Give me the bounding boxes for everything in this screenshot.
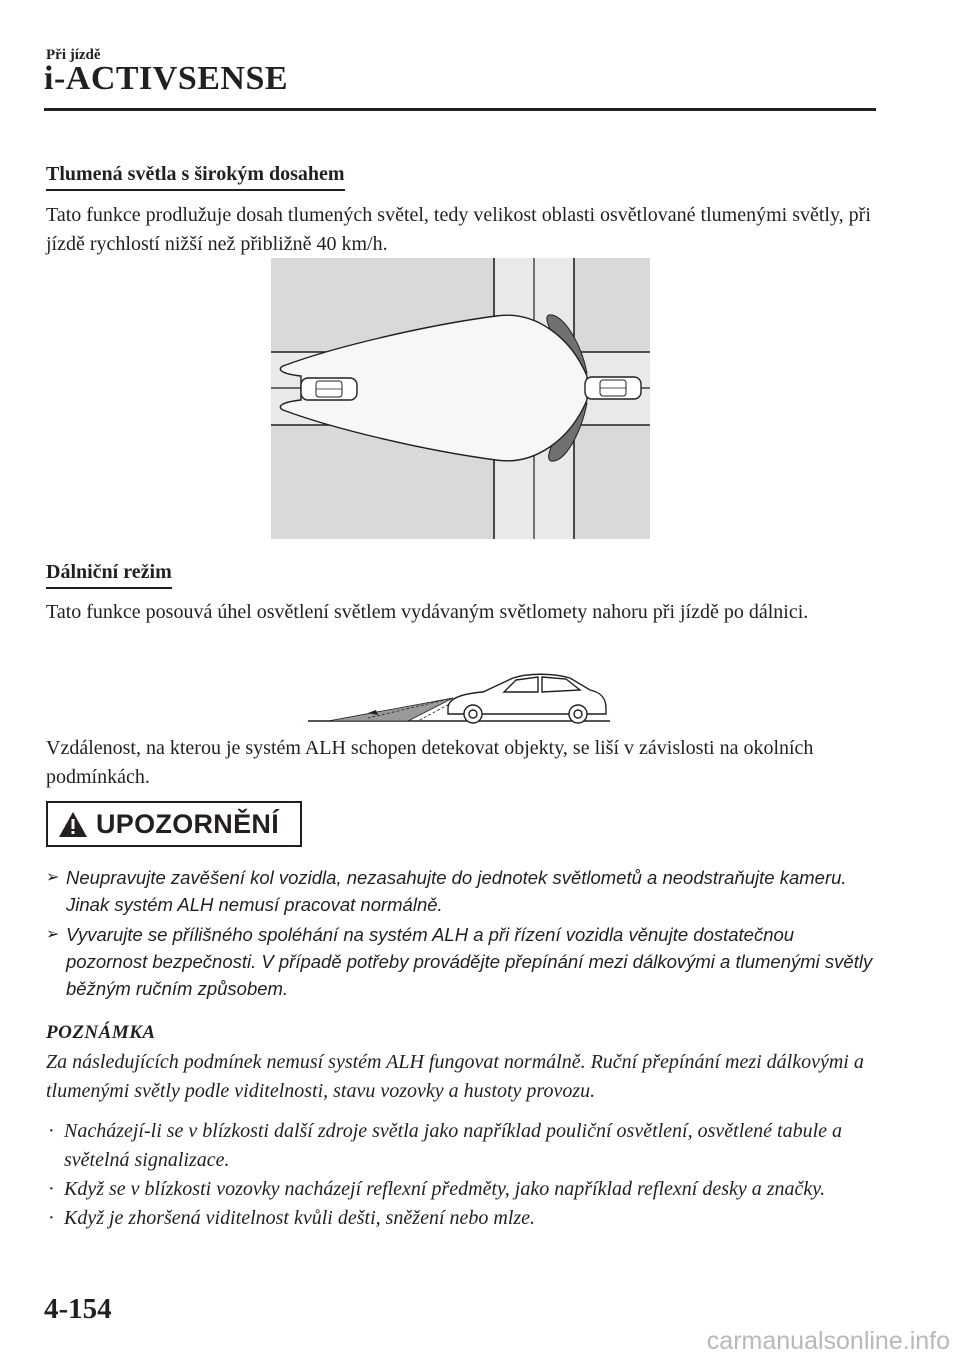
- arrow-bullet-icon: ➢: [46, 869, 60, 886]
- warning-triangle-icon: [58, 811, 88, 838]
- page-number: 4-154: [44, 1293, 112, 1325]
- caution-item-text: Neupravujte zavěšení kol vozidla, nezasahujte do jednotek světlometů a neodstraňujte kameru. Jinak systém ALH nemusí pracovat normálně.: [66, 867, 847, 915]
- motorway-mode-heading-wrap: [46, 561, 172, 589]
- bullet-dot-icon: ·: [48, 1120, 55, 1142]
- caution-title: UPOZORNĚNÍ: [96, 808, 280, 839]
- bullet-dot-icon: ·: [48, 1207, 55, 1229]
- caution-item: [46, 864, 876, 918]
- note-list: [46, 1117, 876, 1233]
- section-label: Při jízdě: [46, 47, 101, 63]
- motorway-mode-text: Tato funkce posouvá úhel osvětlení světlem vydávaným světlomety nahoru při jízdě po dálnici.: [46, 601, 809, 623]
- caution-list: [46, 864, 876, 1005]
- note-item-text: Když se v blízkosti vozovky nacházejí reflexní předměty, jako například reflexní desky a značky.: [64, 1178, 826, 1200]
- wide-low-beam-text: Tato funkce prodlužuje dosah tlumených světel, tedy velikost oblasti osvětlované tlumenými světly, při jízdě rychlostí nižší než přibližně 40 km/h.: [46, 204, 871, 255]
- wide-low-beam-heading: Tlumená světla s širokým dosahem: [46, 163, 345, 191]
- motorway-beam-figure: [308, 668, 610, 724]
- detection-distance-text: Vzdálenost, na kterou je systém ALH schopen detekovat objekty, se liší v závislosti na okolních podmínkách.: [46, 737, 814, 788]
- caution-header: [46, 801, 302, 847]
- car-side-view: [448, 674, 606, 723]
- headlight-beam: [328, 698, 453, 721]
- oncoming-car: [301, 378, 357, 400]
- note-item-text: Nacházejí-li se v blízkosti další zdroje světla jako například pouliční osvětlení, osvětlené tabule a světelná signalizace.: [64, 1120, 843, 1171]
- caution-item-text: Vyvarujte se přílišného spoléhání na systém ALH a při řízení vozidla věnujte dostatečnou pozornost bezpečnosti. V případě potřeby provádějte přepínání mezi dálkovými a tlumenými světly běžným ručním způsobem.: [66, 924, 873, 999]
- wide-low-beam-heading-wrap: [46, 163, 345, 191]
- wide-beam-intersection-figure: [271, 258, 650, 539]
- note-title: POZNÁMKA: [46, 1022, 156, 1043]
- caution-item: [46, 921, 876, 1002]
- motorway-mode-heading: Dálniční režim: [46, 561, 172, 589]
- bullet-dot-icon: ·: [48, 1178, 55, 1200]
- chapter-title: i-ACTIVSENSE: [44, 60, 289, 97]
- note-item-text: Když je zhoršená viditelnost kvůli dešti, sněžení nebo mlze.: [64, 1207, 536, 1229]
- note-item: [46, 1204, 876, 1233]
- note-text: Za následujících podmínek nemusí systém ALH fungovat normálně. Ruční přepínání mezi dálkovými a tlumenými světly podle viditelnosti, stavu vozovky a hustoty provozu.: [46, 1051, 864, 1102]
- arrow-bullet-icon: ➢: [46, 926, 60, 943]
- header-divider: [44, 108, 876, 111]
- watermark: carmanualsonline.info: [706, 1327, 950, 1355]
- own-car: [585, 377, 641, 399]
- note-item: [46, 1175, 876, 1204]
- note-item: [46, 1117, 876, 1175]
